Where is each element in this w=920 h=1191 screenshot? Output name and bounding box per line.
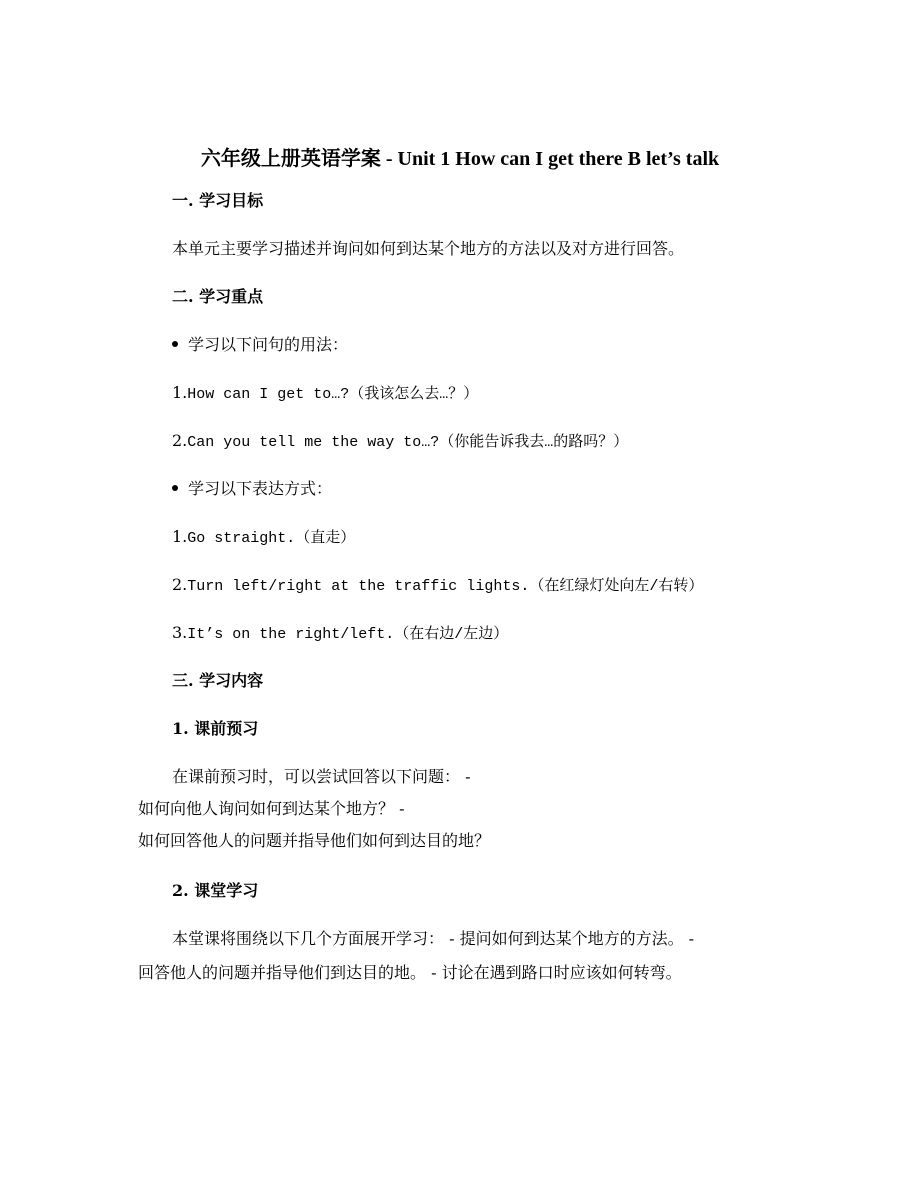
list-number: 3.: [172, 623, 188, 642]
subheading-preview: 1. 课前预习: [172, 719, 259, 738]
preview-paragraph-line: 如何向他人询问如何到达某个地方？ -: [138, 799, 405, 818]
section-heading-learning-content: 三. 学习内容: [172, 671, 264, 690]
list-item: [172, 526, 355, 550]
list-text: Turn left/right at the traffic lights.（在红绿灯处向左/右转）: [187, 578, 704, 595]
classroom-paragraph-line: 本堂课将围绕以下几个方面展开学习： - 提问如何到达某个地方的方法。 -: [172, 929, 695, 948]
list-number: 1.: [172, 527, 188, 546]
bullet-text: 学习以下问句的用法：: [188, 335, 349, 354]
bullet-item-questions: [172, 334, 348, 356]
list-item: [172, 382, 478, 406]
list-text: Go straight.（直走）: [187, 530, 356, 547]
bullet-icon: [172, 341, 178, 347]
list-text: It’s on the right/left.（在右边/左边）: [187, 626, 509, 643]
list-text: Can you tell me the way to…?（你能告诉我去…的路吗？）: [187, 434, 629, 451]
list-number: 1.: [172, 383, 188, 402]
subheading-classroom: 2. 课堂学习: [172, 881, 259, 900]
list-number: 2.: [172, 431, 188, 450]
list-number: 2.: [172, 575, 188, 594]
list-text: How can I get to…?（我该怎么去…？）: [187, 386, 479, 403]
bullet-text: 学习以下表达方式：: [188, 479, 333, 498]
learning-goals-text: 本单元主要学习描述并询问如何到达某个地方的方法以及对方进行回答。: [172, 239, 685, 258]
list-item: [172, 622, 508, 646]
preview-paragraph-line: 在课前预习时，可以尝试回答以下问题： -: [172, 767, 471, 786]
preview-paragraph-line: 如何回答他人的问题并指导他们如何到达目的地？: [138, 831, 491, 850]
list-item: [172, 430, 628, 454]
section-heading-learning-goals: 一. 学习目标: [172, 191, 264, 210]
section-heading-key-points: 二. 学习重点: [172, 287, 264, 306]
page-title: 六年级上册英语学案 - Unit 1 How can I get there B let’s talk: [200, 148, 720, 170]
list-item: [172, 574, 703, 598]
bullet-icon: [172, 485, 178, 491]
classroom-paragraph-line: 回答他人的问题并指导他们到达目的地。 - 讨论在遇到路口时应该如何转弯。: [138, 963, 682, 982]
bullet-item-expressions: [172, 478, 332, 500]
